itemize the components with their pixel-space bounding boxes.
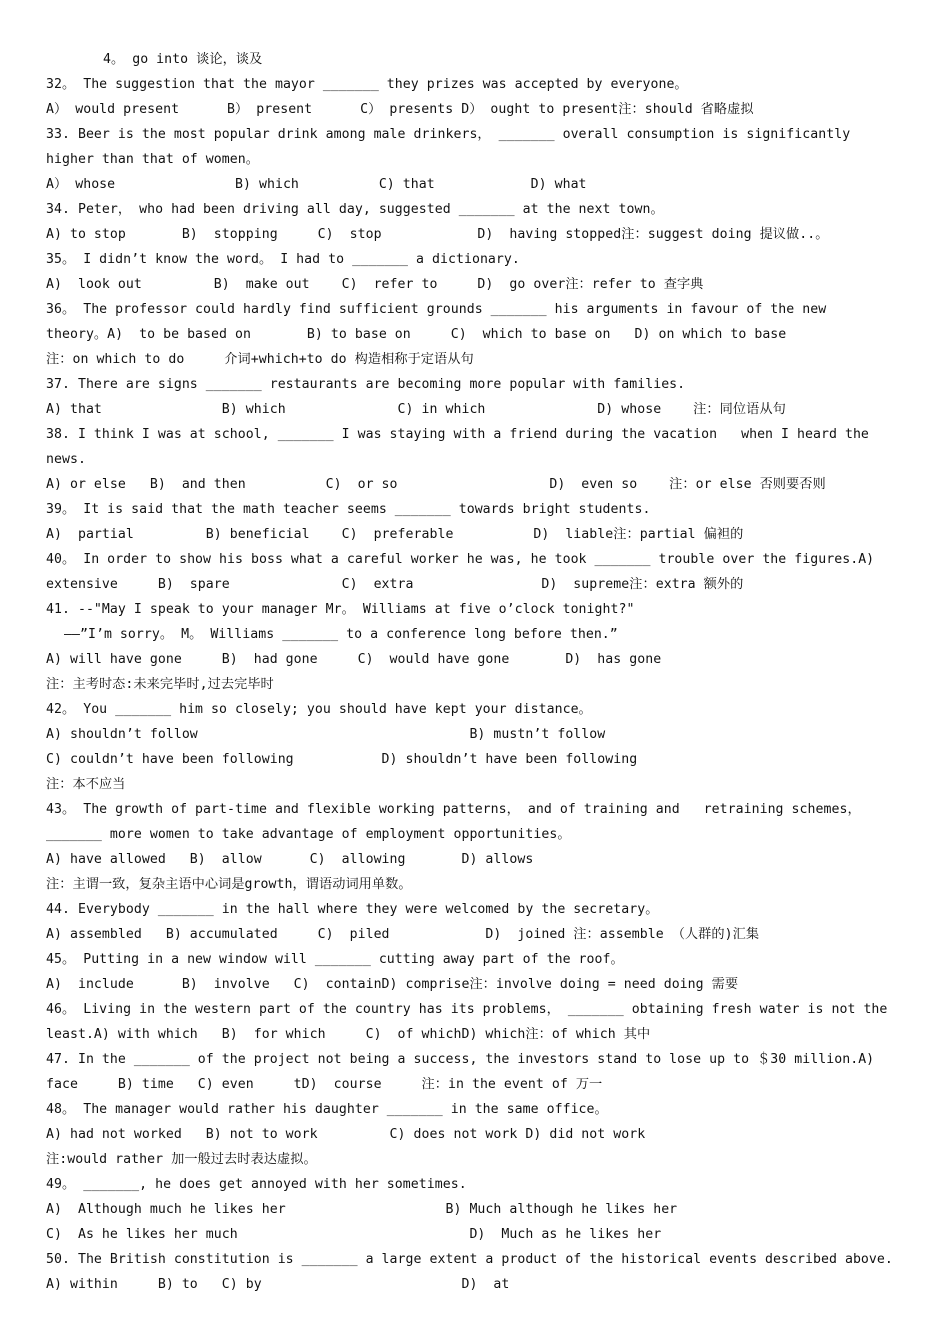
question-49: 49。 _______, he does get annoyed with her sometimes. [46, 1177, 467, 1192]
note-36: 注：on which to do 介词+which+to do 构造相称于定语从句 [46, 352, 474, 367]
text-line: news. [46, 452, 86, 467]
note-48: 注:would rather 加一般过去时表达虚拟。 [46, 1152, 317, 1167]
options-48: A) had not worked B) not to work C) does not work D) did not work [46, 1127, 646, 1142]
text-line: _______ more women to take advantage of employment opportunities。 [46, 827, 571, 842]
question-48: 48。 The manager would rather his daughter _______ in the same office。 [46, 1102, 608, 1117]
question-41: 41. --"May I speak to your manager Mr。 Williams at five o’clock tonight?" [46, 602, 635, 617]
options-39: A) partial B) beneficial C) preferable D) liable注：partial 偏袒的 [46, 527, 744, 542]
options-32: A） would present B） present C） presents D） ought to present注：should 省略虚拟 [46, 102, 754, 117]
options-44: A) assembled B) accumulated C) piled D) joined 注：assemble （人群的)汇集 [46, 927, 760, 942]
question-44: 44. Everybody _______ in the hall where they were welcomed by the secretary。 [46, 902, 659, 917]
question-50: 50. The British constitution is _______ a large extent a product of the historical events described above. [46, 1252, 893, 1267]
options-50: A) within B) to C) by D) at [46, 1277, 510, 1292]
text-line: higher than that of women。 [46, 152, 259, 167]
question-42: 42。 You _______ him so closely; you should have kept your distance。 [46, 702, 592, 717]
options-49-ab: A) Although much he likes her B) Much although he likes her [46, 1202, 678, 1217]
options-40: extensive B) spare C) extra D) supreme注：extra 额外的 [46, 577, 744, 592]
question-39: 39。 It is said that the math teacher seems _______ towards bright students. [46, 502, 651, 517]
question-32: 32。 The suggestion that the mayor _______ they prizes was accepted by everyone。 [46, 77, 688, 92]
options-42-ab: A) shouldn’t follow B) mustn’t follow [46, 727, 606, 742]
options-46: least.A) with which B) for which C) of whichD) which注：of which 其中 [46, 1027, 651, 1042]
question-47: 47. In the _______ of the project not being a success, the investors stand to lose up to ＄30 million.A) [46, 1052, 875, 1067]
note-41: 注：主考时态:未来完毕时,过去完毕时 [46, 677, 274, 692]
options-38: A) or else B) and then C) or so D) even so 注：or else 否则要否则 [46, 477, 826, 492]
dialogue-line: ——”I’m sorry。 M。 Williams _______ to a conference long before then.” [64, 627, 618, 642]
options-37: A) that B) which C) in which D) whose 注：同位语从句 [46, 402, 786, 417]
question-45: 45。 Putting in a new window will _______ cutting away part of the roof。 [46, 952, 624, 967]
question-43: 43。 The growth of part-time and flexible working patterns， and of training and retraining schemes， [46, 802, 861, 817]
question-34: 34. Peter， who had been driving all day, suggested _______ at the next town。 [46, 202, 664, 217]
note-42: 注：本不应当 [46, 777, 126, 792]
question-36: 36。 The professor could hardly find sufficient grounds _______ his arguments in favour of the new [46, 302, 827, 317]
options-43: A) have allowed B) allow C) allowing D) allows [46, 852, 534, 867]
options-47: face B) time C) even tD) course 注：in the event of 万一 [46, 1077, 603, 1092]
text-line: 4。 go into 谈论，谈及 [103, 52, 263, 67]
options-42-cd: C) couldn’t have been following D) shouldn’t have been following [46, 752, 638, 767]
question-38: 38. I think I was at school, _______ I was staying with a friend during the vacation when I heard the [46, 427, 869, 442]
question-37: 37. There are signs _______ restaurants are becoming more popular with families. [46, 377, 686, 392]
question-33: 33. Beer is the most popular drink among male drinkers， _______ overall consumption is significantly [46, 127, 851, 142]
options-41: A) will have gone B) had gone C) would have gone D) has gone [46, 652, 662, 667]
question-35: 35。 I didn’t know the word。 I had to _______ a dictionary. [46, 252, 520, 267]
options-34: A) to stop B) stopping C) stop D) having stopped注：suggest doing 提议做..。 [46, 227, 829, 242]
options-49-cd: C) As he likes her much D) Much as he likes her [46, 1227, 662, 1242]
options-36: theory。A) to be based on B) to base on C) which to base on D) on which to base [46, 327, 787, 342]
options-33: A） whose B) which C) that D) what [46, 177, 587, 192]
options-45: A) include B) involve C) containD) comprise注：involve doing = need doing 需要 [46, 977, 739, 992]
question-40: 40。 In order to show his boss what a careful worker he was, he took _______ trouble over the figures.A) [46, 552, 875, 567]
note-43: 注：主谓一致，复杂主语中心词是growth，谓语动词用单数。 [46, 877, 412, 892]
options-35: A) look out B) make out C) refer to D) go over注：refer to 查字典 [46, 277, 704, 292]
question-46: 46。 Living in the western part of the country has its problems， _______ obtaining fresh water is not the [46, 1002, 888, 1017]
